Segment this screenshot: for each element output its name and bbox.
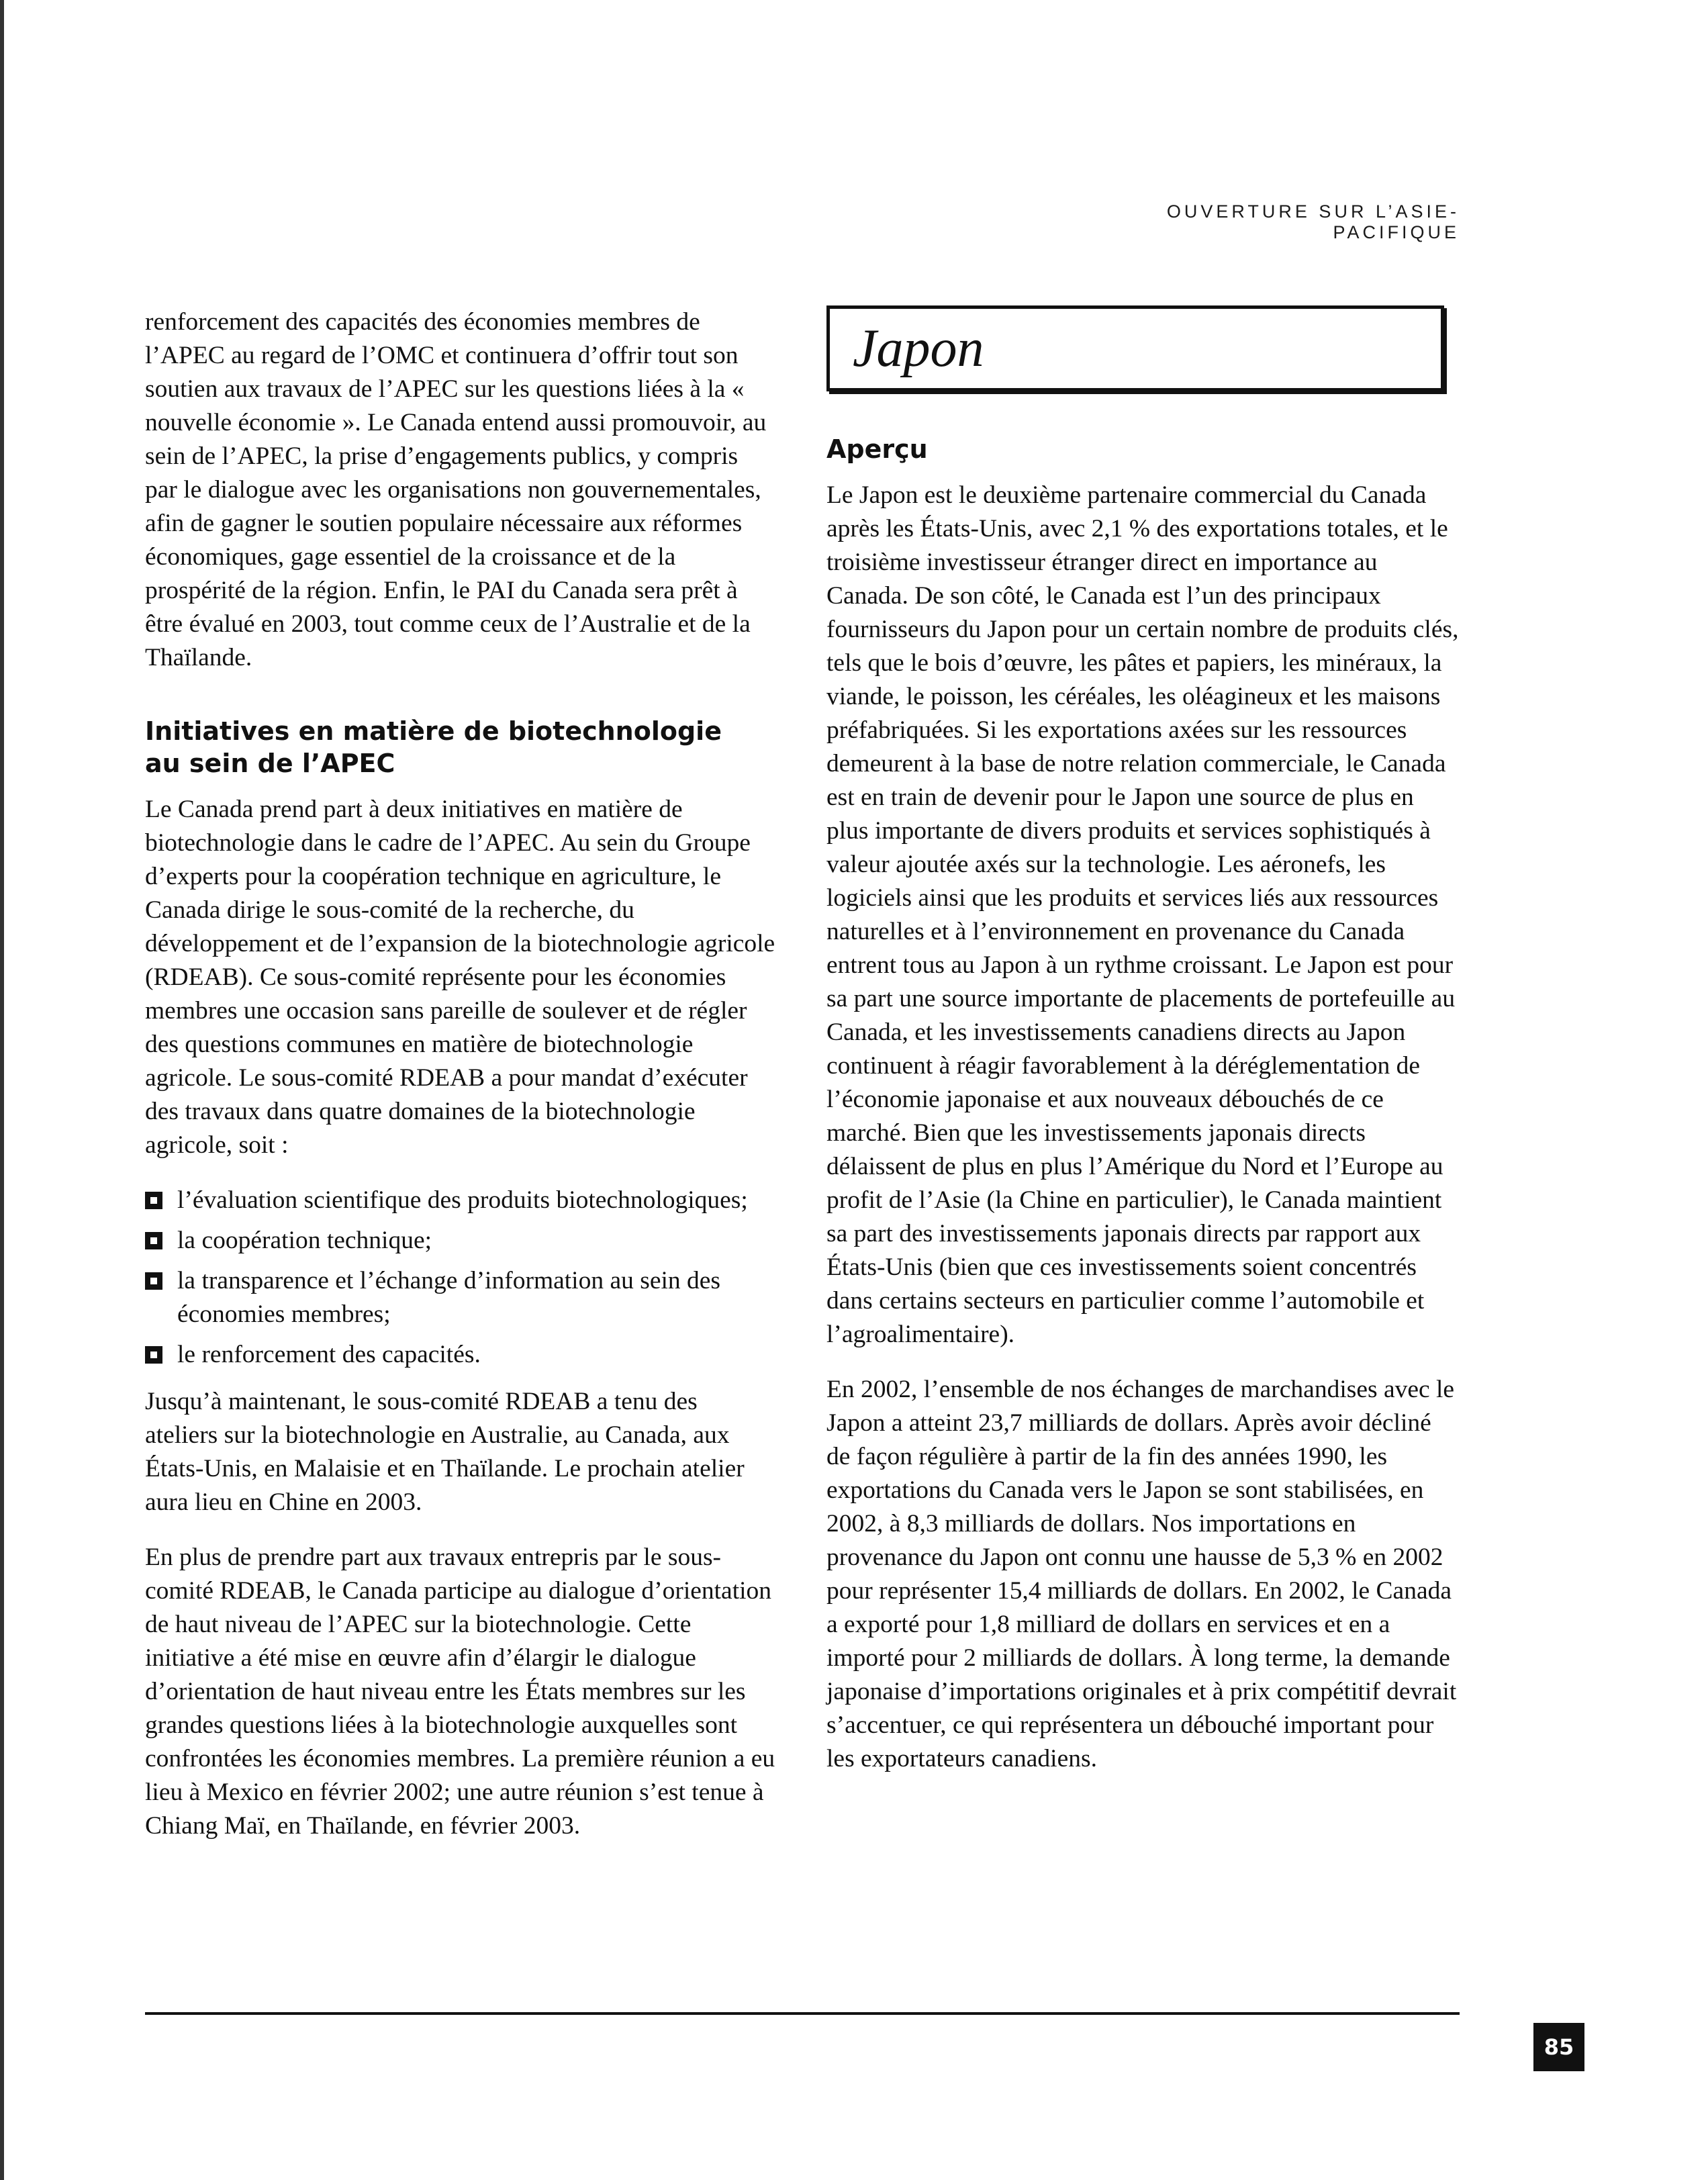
right-column	[826, 305, 1461, 1797]
biotech-paragraph-1: Le Canada prend part à deux initiatives en matière de biotechnologie dans le cadre de l’APEC. Au sein du Groupe d’experts pour la coopération technique en agriculture, le Canada dirige le sous-comité de la recherche, du développement et de l’expansion de la biotechnologie agricole (RDEAB). Ce sous-comité représente pour les économies membres une occasion sans pareille de soulever et de régler des questions communes en matière de biotechnologie agricole. Le sous-comité RDEAB a pour mandat d’exécuter des travaux dans quatre domaines de la biotechnologie agricole, soit :	[145, 796, 775, 1159]
biotech-heading-line-1: Initiatives en matière de biotechnologie	[145, 716, 722, 746]
intro-paragraph: renforcement des capacités des économies membres de l’APEC au regard de l’OMC et continuera d’offrir tout son soutien aux travaux de l’APEC sur les questions liées à la « nouvelle économie ». Le Canada entend aussi promouvoir, au sein de l’APEC, la prise d’engagements publics, y compris par le dialogue avec les organisations non gouvernementales, afin de gagner le soutien populaire nécessaire aux réformes économiques, gage essentiel de la croissance et de la prospérité de la région. Enfin, le PAI du Canada sera prêt à être évalué en 2003, tout comme ceux de l’Australie et de la Thaïlande.	[145, 308, 767, 671]
section-title: Japon	[853, 319, 984, 378]
list-item-text: l’évaluation scientifique des produits biotechnologiques;	[177, 1186, 748, 1214]
list-item	[145, 1264, 776, 1331]
biotech-heading-line-2: au sein de l’APEC	[145, 749, 395, 778]
page-edge	[0, 0, 4, 2180]
footer-rule	[145, 2012, 1460, 2015]
list-item	[145, 1184, 776, 1217]
list-item	[145, 1224, 776, 1258]
square-bullet-icon	[145, 1346, 162, 1364]
square-bullet-icon	[145, 1232, 162, 1249]
page-number: 85	[1533, 2023, 1584, 2071]
square-bullet-icon	[145, 1192, 162, 1209]
biotech-paragraph-2: Jusqu’à maintenant, le sous-comité RDEAB a tenu des ateliers sur la biotechnologie en Australie, au Canada, aux États-Unis, en Malaisie et en Thaïlande. Le prochain atelier aura lieu en Chine en 2003.	[145, 1388, 745, 1516]
list-item-text: le renforcement des capacités.	[177, 1341, 481, 1368]
biotech-paragraph-3: En plus de prendre part aux travaux entrepris par le sous-comité RDEAB, le Canada participe au dialogue d’orientation de haut niveau de l’APEC sur la biotechnologie. Cette initiative a été mise en œuvre afin d’élargir le dialogue d’orientation de haut niveau entre les États membres sur les grandes questions liées à la biotechnologie auxquelles sont confrontées les économies membres. La première réunion a eu lieu à Mexico en février 2002; une autre réunion s’est tenue à Chiang Maï, en Thaïlande, en février 2003.	[145, 1544, 775, 1840]
biotech-heading	[145, 715, 776, 779]
left-column	[145, 305, 776, 1864]
square-bullet-icon	[145, 1272, 162, 1290]
list-item	[145, 1338, 776, 1372]
japan-paragraph-1: Le Japon est le deuxième partenaire commercial du Canada après les États-Unis, avec 2,1 % des exportations totales, et le troisième investisseur étranger direct en importance au Canada. De son côté, le Canada est l’un des principaux fournisseurs du Japon pour un certain nombre de produits clés, tels que le bois d’œuvre, les pâtes et papiers, les minéraux, la viande, le poisson, les céréales, les oléagineux et les maisons préfabriquées. Si les exportations axées sur les ressources demeurent à la base de notre relation commerciale, le Canada est en train de devenir pour le Japon une source de plus en plus importante de divers produits et services sophistiqués à valeur ajoutée axés sur la technologie. Les aéronefs, les logiciels ainsi que les produits et services liés aux ressources naturelles et à l’environnement en provenance du Canada entrent tous au Japon à un rythme croissant. Le Japon est pour sa part une source importante de placements de portefeuille au Canada, et les investissements canadiens directs au Japon continuent à réagir favorablement à la déréglementation de l’économie japonaise et aux nouveaux débouchés de ce marché. Bien que les investissements japonais directs délaissent de plus en plus l’Amérique du Nord et l’Europe au profit de l’Asie (la Chine en particulier), le Canada maintient sa part des investissements japonais directs par rapport aux États-Unis (bien que ces investissements soient concentrés dans certains secteurs en particulier comme l’automobile et l’agroalimentaire).	[826, 481, 1459, 1348]
japan-paragraph-2: En 2002, l’ensemble de nos échanges de marchandises avec le Japon a atteint 23,7 milliards de dollars. Après avoir décliné de façon régulière à partir de la fin des années 1990, les exportations du Canada vers le Japon se sont stabilisées, en 2002, à 8,3 milliards de dollars. Nos importations en provenance du Japon ont connu une hausse de 5,3 % en 2002 pour représenter 15,4 milliards de dollars. En 2002, le Canada a exporté pour 1,8 milliard de dollars en services et en a importé pour 2 milliards de dollars. À long terme, la demande japonaise d’importations originales et à prix compétitif devrait s’accentuer, ce qui représentera un débouché important pour les exportateurs canadiens.	[826, 1376, 1457, 1772]
biotech-domain-list	[145, 1184, 776, 1372]
overview-heading: Aperçu	[826, 434, 928, 464]
list-item-text: la coopération technique;	[177, 1227, 432, 1254]
section-title-box	[826, 305, 1444, 391]
running-header: OUVERTURE SUR L’ASIE-PACIFIQUE	[1166, 201, 1460, 242]
list-item-text: la transparence et l’échange d’information au sein des économies membres;	[177, 1267, 721, 1328]
